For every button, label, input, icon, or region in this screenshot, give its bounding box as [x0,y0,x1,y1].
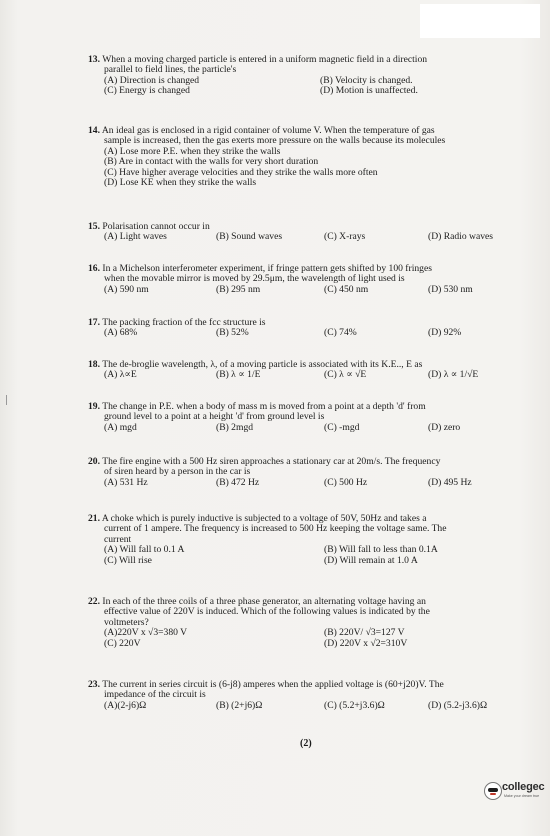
margin-mark [6,395,7,405]
option-b: (B) 2mgd [216,421,254,433]
option-b: (B) 52% [216,327,249,339]
option-b: (B) Will fall to less than 0.1A [324,544,438,556]
option-d: (D) Lose KE when they strike the walls [104,176,257,188]
question-stem: The packing fraction of the fcc structure is [102,317,266,328]
option-a: (A) 590 nm [104,283,149,295]
question-number: 20. [88,456,100,467]
option-d: (D) Will remain at 1.0 A [324,554,418,566]
question-stem: effective value of 220V is induced. Which of the following values is indicated by the [104,606,430,618]
option-d: (D) Radio waves [428,231,494,243]
question-stem: when the movable mirror is moved by 29.5μm, the wavelength of light used is [104,273,405,285]
option-a: (A) mgd [104,421,137,433]
question-19 [88,402,540,433]
option-c: (C) Will rise [104,554,152,566]
option-a: (A) Will fall to 0.1 A [104,544,185,556]
question-14 [88,126,540,188]
option-c: (C) λ ∝ √E [324,369,367,381]
question-stem: current [104,533,132,545]
option-d: (D) 92% [428,327,462,339]
option-a: (A) 68% [104,327,138,339]
question-stem: Polarisation cannot occur in [102,221,210,232]
option-b: (B) 220V/ √3=127 V [324,627,405,639]
logo-text: collegec [502,781,545,793]
option-b: (B) 295 nm [216,283,261,295]
option-c: (C) Energy is changed [104,85,190,97]
option-d: (D) (5.2-j3.6)Ω [428,699,488,711]
option-a: (A) Lose more P.E. when they strike the walls [104,145,281,157]
option-a: (A)(2-j6)Ω [104,699,147,711]
option-a: (A) Light waves [104,231,167,243]
option-a: (A)220V x √3=380 V [104,627,188,639]
question-stem: of siren heard by a person in the car is [104,466,251,478]
question-23 [88,680,540,711]
page-number: (2) [300,738,312,749]
redacted-area [420,4,540,38]
question-17 [88,318,540,339]
question-stem: A choke which is purely inductive is subjected to a voltage of 50V, 50Hz and takes a [101,513,427,524]
question-stem: impedance of the circuit is [104,689,206,701]
question-stem: ground level to a point at a height 'd' from ground level is [104,411,325,423]
question-number: 17. [88,317,100,328]
question-16 [88,264,540,295]
question-stem: current of 1 ampere. The frequency is increased to 500 Hz keeping the voltage same. The [104,523,447,535]
option-c: (C) (5.2+j3.6)Ω [324,699,385,711]
question-number: 14. [88,125,100,136]
watermark-logo [484,780,550,802]
question-stem: In a Michelson interferometer experiment, if fringe pattern gets shifted by 100 fringes [102,263,432,274]
question-number: 21. [88,513,100,524]
option-c: (C) 500 Hz [324,476,368,488]
option-d: (D) λ ∝ 1/√E [428,369,479,381]
question-20 [88,457,540,488]
question-number: 23. [88,679,100,690]
question-13 [88,55,540,97]
option-b: (B) λ ∝ 1/E [216,369,261,381]
option-c: (C) -mgd [324,421,360,433]
question-stem: In each of the three coils of a three phase generator, an alternating voltage having an [102,596,426,607]
option-d: (D) Motion is unaffected. [320,85,418,97]
option-d: (D) 220V x √2=310V [324,637,408,649]
option-a: (A) λ∝E [104,369,137,381]
question-number: 16. [88,263,100,274]
question-stem: parallel to field lines, the particle's [104,64,237,76]
option-d: (D) 530 nm [428,283,473,295]
option-d: (D) 495 Hz [428,476,472,488]
question-number: 22. [88,596,100,607]
question-number: 19. [88,401,100,412]
question-15 [88,222,540,243]
option-a: (A) Direction is changed [104,74,200,86]
question-stem: An ideal gas is enclosed in a rigid container of volume V. When the temperature of gas [101,125,435,136]
option-b: (B) (2+j6)Ω [216,699,263,711]
option-c: (C) 220V [104,637,141,649]
option-c: (C) 450 nm [324,283,369,295]
option-b: (B) Sound waves [216,231,283,243]
question-number: 15. [88,221,100,232]
question-stem: sample is increased, then the gas exerts more pressure on the walls because its molecules [104,135,446,147]
option-a: (A) 531 Hz [104,476,148,488]
question-21 [88,514,540,566]
logo-tagline: Make your dream true [504,794,540,798]
question-number: 13. [88,54,100,65]
option-d: (D) zero [428,421,461,433]
question-stem: The fire engine with a 500 Hz siren approaches a stationary car at 20m/s. The frequency [102,456,441,467]
question-stem: The current in series circuit is (6-j8) amperes when the applied voltage is (60+j20)V. The [102,679,444,690]
question-stem: When a moving charged particle is entered in a uniform magnetic field in a direction [102,54,428,65]
option-c: (C) Have higher average velocities and they strike the walls more often [104,166,378,178]
option-c: (C) 74% [324,327,357,339]
option-b: (B) 472 Hz [216,476,260,488]
question-stem: voltmeters? [104,616,149,628]
question-stem: The de-broglie wavelength, λ, of a moving particle is associated with its K.E.., E as [102,359,423,370]
question-22 [88,597,540,649]
option-b: (B) Velocity is changed. [320,74,413,86]
question-number: 18. [88,359,100,370]
option-c: (C) X-rays [324,231,366,243]
question-18 [88,360,540,381]
mascot-icon [484,782,502,800]
option-b: (B) Are in contact with the walls for very short duration [104,156,319,168]
question-stem: The change in P.E. when a body of mass m is moved from a point at a depth 'd' from [102,401,426,412]
